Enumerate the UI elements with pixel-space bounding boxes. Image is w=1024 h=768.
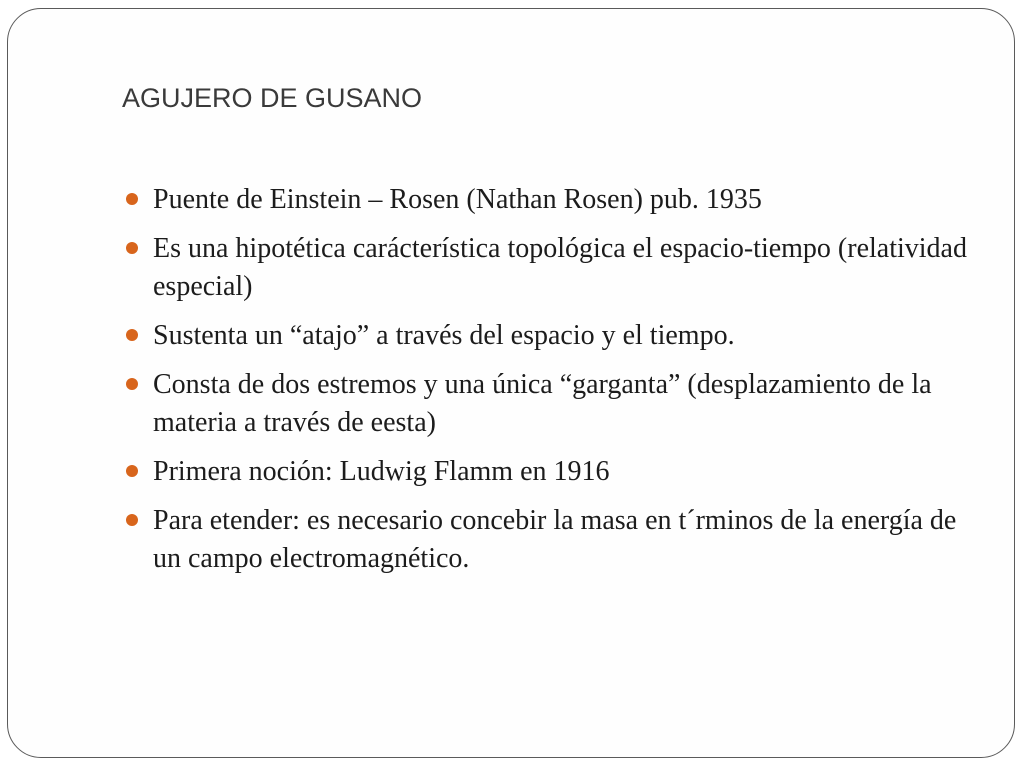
bullet-text: Para etender: es necesario concebir la masa en t´rminos de la energía de un campo electromagnético. (153, 505, 957, 574)
slide-frame (7, 8, 1015, 758)
bullet-list (122, 181, 982, 589)
bullet-dot-icon (126, 193, 138, 205)
list-item (122, 366, 982, 442)
list-item (122, 502, 982, 578)
bullet-dot-icon (126, 514, 138, 526)
list-item (122, 230, 982, 306)
list-item (122, 317, 982, 355)
bullet-dot-icon (126, 465, 138, 477)
bullet-text: Consta de dos estremos y una única “garganta” (desplazamiento de la materia a través de eesta) (153, 369, 932, 438)
bullet-dot-icon (126, 242, 138, 254)
slide-title: AGUJERO DE GUSANO (122, 83, 423, 113)
bullet-dot-icon (126, 329, 138, 341)
bullet-text: Primera noción: Ludwig Flamm en 1916 (153, 456, 610, 487)
bullet-text: Es una hipotética carácterística topológica el espacio-tiempo (relatividad especial) (153, 233, 967, 302)
bullet-text: Sustenta un “atajo” a través del espacio y el tiempo. (153, 320, 735, 351)
bullet-text: Puente de Einstein – Rosen (Nathan Rosen) pub. 1935 (153, 184, 762, 215)
list-item (122, 181, 982, 219)
bullet-dot-icon (126, 378, 138, 390)
list-item (122, 453, 982, 491)
